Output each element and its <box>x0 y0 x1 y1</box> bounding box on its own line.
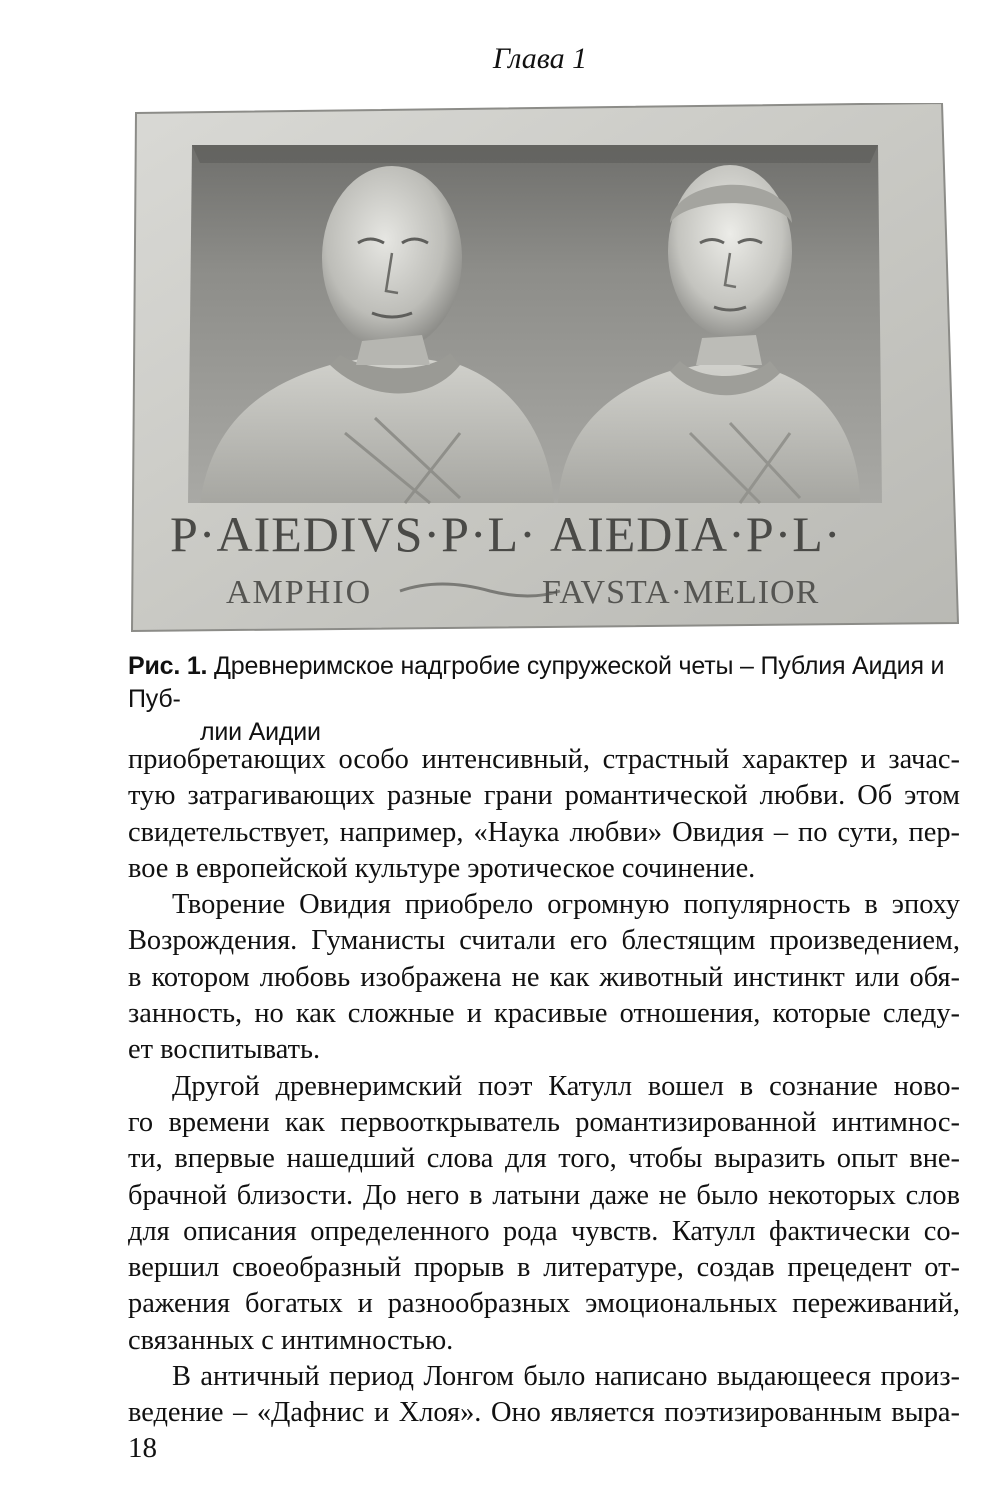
text-line: занность, но как сложные и красивые отношения, которые следу- <box>128 998 960 1030</box>
caption-label: Рис. 1. <box>128 652 208 680</box>
page-number: 18 <box>128 1432 157 1464</box>
text-line: ти, впервые нашедший слова для того, чтобы выразить опыт вне- <box>128 1143 960 1175</box>
text-line: вое в европейской культуре эротическое сочинение. <box>128 852 756 884</box>
caption-text-line1: Древнеримское надгробие супружеской четы – Публия Аидия и Пуб- <box>128 652 945 713</box>
inscription-left-line1: P·AIEDIVS·P·L· <box>170 506 537 562</box>
text-line: приобретающих особо интенсивный, страстный характер и зачас- <box>128 744 960 775</box>
text-line: брачной близости. До него в латыни даже не было некоторых слов <box>128 1179 960 1211</box>
chapter-title: Глава 1 <box>492 42 588 75</box>
tombstone-relief-image <box>130 103 960 633</box>
text-line: в котором любовь изображена не как животный инстинкт или обя- <box>128 961 960 993</box>
text-line: свидетельствует, например, «Наука любви» Овидия – по сути, пер- <box>128 816 960 848</box>
text-line: ведение – «Дафнис и Хлоя». Оно является поэтизированным выра- <box>128 1397 960 1429</box>
text-line: для описания определенного рода чувств. Катулл фактически со- <box>128 1215 960 1247</box>
text-line: ет воспитывать. <box>128 1034 321 1066</box>
running-header <box>0 42 1000 76</box>
figure-tombstone-photo <box>130 103 960 633</box>
text-line: тую затрагивающих разные грани романтической любви. Об этом <box>128 780 960 812</box>
text-line: ражения богатых и разнообразных эмоциональных переживаний, <box>128 1288 960 1320</box>
inscription-right-line1: AIEDIA·P·L· <box>550 506 842 562</box>
figure-caption <box>128 650 960 749</box>
inscription-right-line2: FAVSTA·MELIOR <box>542 574 820 611</box>
text-line: Другой древнеримский поэт Катулл вошел в сознание ново- <box>172 1070 960 1102</box>
text-line: связанных с интимностью. <box>128 1324 454 1356</box>
text-line: Возрождения. Гуманисты считали его блестящим произведением, <box>128 925 960 957</box>
body-text <box>128 742 960 1432</box>
text-line: вершил своеобразный прорыв в литературе, создав прецедент от- <box>128 1252 960 1284</box>
text-line: В античный период Лонгом было написано выдающееся произ- <box>172 1361 960 1393</box>
caption-text-line2: лии Аидии <box>200 718 321 746</box>
inscription-left-line2: AMPHIO <box>226 574 373 611</box>
text-line: Творение Овидия приобрело огромную популярность в эпоху <box>172 889 960 921</box>
text-line: го времени как первооткрыватель романтизированной интимнос- <box>128 1106 960 1138</box>
